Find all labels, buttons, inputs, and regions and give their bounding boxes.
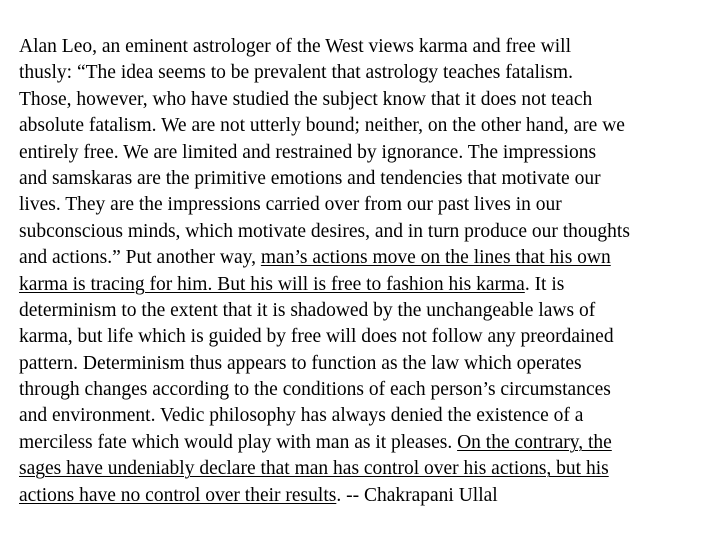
text-segment: entirely free. We are limited and restrained by ignorance. The impressions <box>19 141 597 163</box>
text-segment: absolute fatalism. We are not utterly bound; neither, on the other hand, are we <box>19 115 625 137</box>
text-line <box>19 272 711 298</box>
text-segment: subconscious minds, which motivate desires, and in turn produce our thoughts <box>19 220 630 242</box>
text-line <box>19 113 711 139</box>
text-line <box>19 192 711 218</box>
text-segment: . It is <box>524 273 565 295</box>
underlined-text: actions have no control over their results <box>19 484 337 506</box>
underlined-text: sages have undeniably declare that man has control over his actions, but his <box>19 458 609 480</box>
text-line <box>19 456 711 482</box>
text-segment: pattern. Determinism thus appears to function as the law which operates <box>19 352 582 374</box>
text-line <box>19 324 711 350</box>
text-segment: determinism to the extent that it is shadowed by the unchangeable laws of <box>19 299 596 321</box>
text-line <box>19 60 711 86</box>
text-line <box>19 34 711 60</box>
document-page <box>19 34 711 509</box>
text-line <box>19 166 711 192</box>
underlined-text: On the contrary, the <box>457 431 612 453</box>
underlined-text: karma is tracing for him. But his will is free to fashion his karma <box>19 273 525 295</box>
text-segment: Alan Leo, an eminent astrologer of the West views karma and free will <box>19 36 572 57</box>
text-segment: merciless fate which would play with man as it pleases. <box>19 431 458 453</box>
underlined-text: man’s actions move on the lines that his own <box>260 247 611 269</box>
text-line <box>19 430 711 456</box>
text-segment: Those, however, who have studied the subject know that it does not teach <box>19 88 593 110</box>
text-line <box>19 483 711 509</box>
text-line <box>19 298 711 324</box>
quote-paragraph <box>19 34 711 509</box>
text-segment: through changes according to the conditions of each person’s circumstances <box>19 379 611 401</box>
text-line <box>19 219 711 245</box>
text-segment: karma, but life which is guided by free will does not follow any preordained <box>19 326 614 348</box>
text-line <box>19 351 711 377</box>
text-line <box>19 403 711 429</box>
text-segment: lives. They are the impressions carried over from our past lives in our <box>19 194 562 216</box>
text-segment: thusly: “The idea seems to be prevalent that astrology teaches fatalism. <box>19 62 573 84</box>
text-segment: and samskaras are the primitive emotions and tendencies that motivate our <box>19 167 601 189</box>
text-segment: . -- Chakrapani Ullal <box>336 484 498 506</box>
text-line <box>19 87 711 113</box>
text-line <box>19 245 711 271</box>
text-line <box>19 377 711 403</box>
text-line <box>19 140 711 166</box>
text-segment: and actions.” Put another way, <box>19 247 261 269</box>
text-segment: and environment. Vedic philosophy has always denied the existence of a <box>19 405 584 427</box>
